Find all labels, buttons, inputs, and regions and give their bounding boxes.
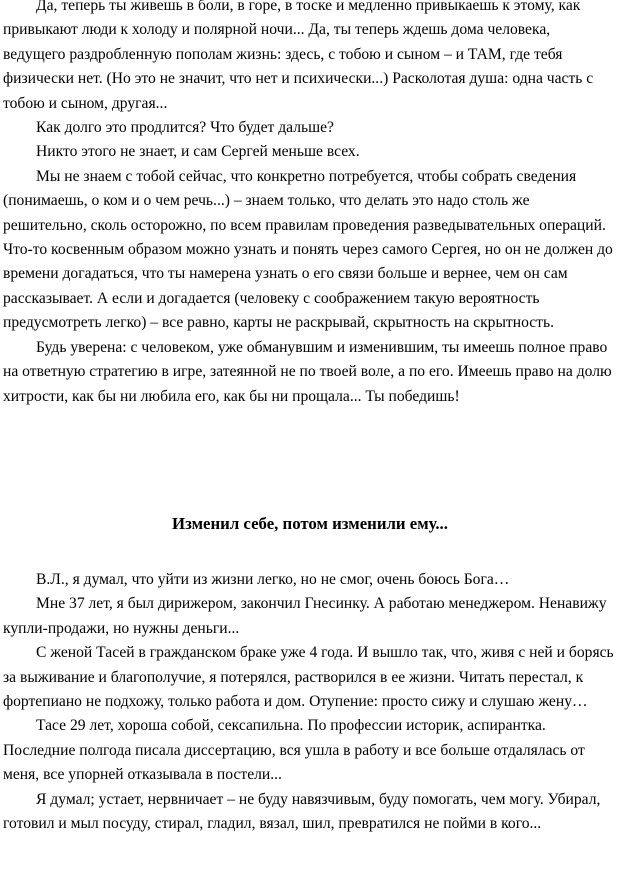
paragraph: Да, теперь ты живешь в боли, в горе, в тоске и медленно привыкаешь к этому, как привыкают люди к холоду и полярной ночи... Да, ты теперь ждешь дома человека, ведущего раздробленную пополам жизнь: здесь, с тобою и сыном – и ТАМ, где тебя физически нет. (Но это не значит, что нет и психически...) Расколотая душа: одна часть с тобою и сыном, другая...: [3, 0, 594, 112]
paragraph: Как долго это продлится? Что будет дальше?: [36, 119, 334, 137]
paragraph: Никто этого не знает, и сам Сергей меньше всех.: [36, 143, 360, 161]
paragraph: Я думал; устает, нервничает – не буду навязчивым, буду помогать, чем могу. Убирал, готовил и мыл посуду, стирал, гладил, вязал, шил, превратился не пойми в кого...: [3, 790, 601, 833]
paragraph: Мне 37 лет, я был дирижером, закончил Гнесинку. А работаю менеджером. Ненавижу купли-продажи, но нужны деньги...: [3, 595, 607, 637]
paragraph: С женой Тасей в гражданском браке уже 4 года. И вышло так, что, живя с ней и борясь за выживание и благополучие, я потерялся, растворился в ее жизни. Читать перестал, к фортепиано не подхожу, только работа и дом. Отупение: просто сижу и слушаю жену…: [3, 644, 614, 711]
paragraph: Мы не знаем с тобой сейчас, что конкретно потребуется, чтобы собрать сведения (понимаешь, о ком и о чем речь...) – знаем только, что делать это надо столь же решительно, сколь осторожно, по всем правилам проведения разведывательных операций. Что-то косвенным образом можно узнать и понять через самого Сергея, но он не должен до времени догадаться, что ты намерена узнать о его связи больше и вернее, чем он сам рассказывает. А если и догадается (человеку с соображением такую вероятность предусмотреть легко) – все равно, карты не раскрывай, скрытность на скрытность.: [3, 167, 613, 332]
text-block-top: [3, 0, 616, 409]
paragraph: Будь уверена: с человеком, уже обманувшим и изменившим, ты имеешь полное право на ответную стратегию в игре, затеянной не по твоей воле, а по его. Имеешь право на долю хитрости, как бы ни любила его, как бы ни прощала... Ты победишь!: [3, 338, 612, 405]
paragraph: В.Л., я думал, что уйти из жизни легко, но не смог, очень боюсь Бога…: [36, 571, 510, 588]
paragraph: Тасе 29 лет, хороша собой, сексапильна. По профессии историк, аспирантка. Последние полгода писала диссертацию, вся ушла в работу и все больше отдалялась от меня, все упорней отказывала в постели...: [3, 717, 585, 784]
section-heading: Изменил себе, потом изменили ему...: [172, 514, 448, 533]
text-block-bottom: [3, 568, 616, 836]
